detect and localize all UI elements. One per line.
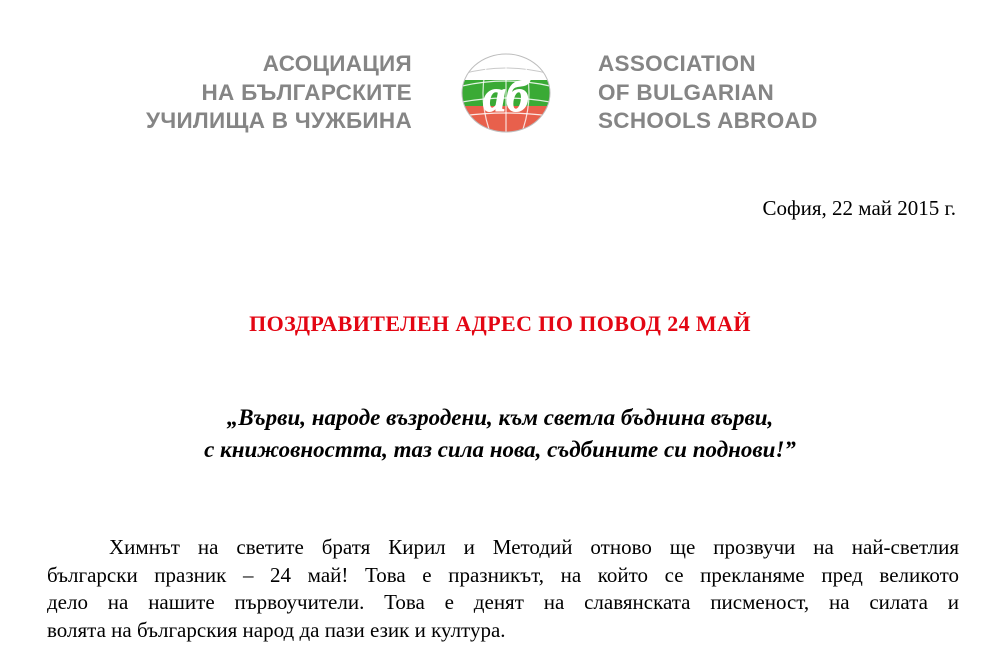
body-line-4: волята на българския народ да пази език и култура. bbox=[47, 617, 506, 642]
body-line-1: Химнът на светите братя Кирил и Методий отново ще прозвучи на най-светлия bbox=[109, 535, 959, 559]
letterhead bbox=[0, 50, 1000, 140]
org-bg-line-3: УЧИЛИЩА В ЧУЖБИНА bbox=[146, 108, 412, 133]
org-bg-line-2: НА БЪЛГАРСКИТЕ bbox=[201, 79, 412, 105]
epigraph-quote bbox=[0, 402, 1000, 466]
quote-line-1: „Върви, народе възродени, към светла бъднина върви, bbox=[226, 405, 774, 430]
org-en-line-1: ASSOCIATION bbox=[598, 51, 756, 76]
document-title: ПОЗДРАВИТЕЛЕН АДРЕС ПО ПОВОД 24 МАЙ bbox=[249, 311, 751, 336]
body-line-3: дело на нашите първоучители. Това е денят на славянската писменост, на силата и bbox=[47, 590, 959, 614]
association-logo bbox=[460, 52, 552, 134]
org-bg-line-1: АСОЦИАЦИЯ bbox=[262, 51, 412, 76]
organization-name-bulgarian bbox=[146, 50, 412, 136]
logo-monogram: аб bbox=[483, 70, 529, 121]
quote-line-2: с книжовността, таз сила нова, съдбините си поднови!” bbox=[204, 437, 796, 462]
letter-date: София, 22 май 2015 г. bbox=[762, 196, 956, 220]
body-paragraph bbox=[47, 534, 959, 644]
organization-name-english bbox=[598, 50, 818, 136]
org-en-line-2: OF BULGARIAN bbox=[598, 79, 775, 105]
org-en-line-3: SCHOOLS ABROAD bbox=[598, 108, 818, 133]
body-line-2: български празник – 24 май! Това е празникът, на който се прекланяме пред великото bbox=[47, 562, 959, 587]
